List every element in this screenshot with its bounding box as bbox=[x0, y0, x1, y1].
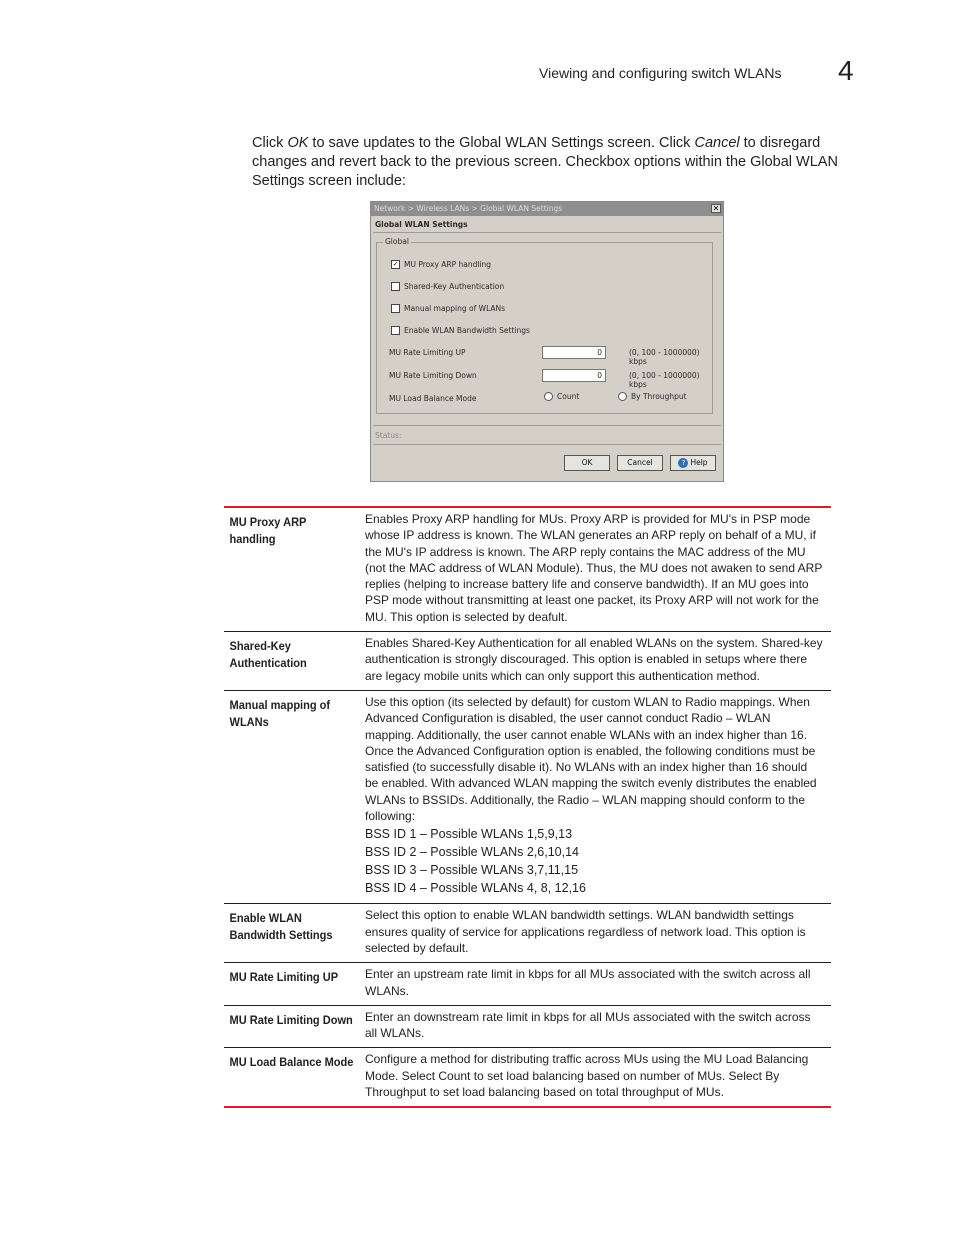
option-term: MU Rate Limiting Down bbox=[229, 1012, 353, 1027]
intro-text-3: to disregard changes and revert back to the previous screen. Checkbox options within the Global WLAN Settings screen include: bbox=[252, 135, 838, 189]
table-row bbox=[224, 962, 831, 1005]
rate-up-label: MU Rate Limiting UP bbox=[389, 348, 466, 357]
option-term: Manual mapping of WLANs bbox=[229, 697, 331, 729]
radio-throughput-label: By Throughput bbox=[631, 392, 687, 401]
radio-icon[interactable] bbox=[544, 392, 553, 401]
option-description: Enter an downstream rate limit in kbps for all MUs associated with the switch across all WLANs. bbox=[365, 1009, 811, 1041]
option-term: Shared-Key Authentication bbox=[229, 639, 307, 671]
radio-count[interactable] bbox=[544, 392, 579, 401]
rate-up-input[interactable]: 0 bbox=[542, 346, 606, 359]
rate-up-range: (0, 100 - 1000000) kbps bbox=[629, 348, 700, 366]
running-head: Viewing and configuring switch WLANs bbox=[539, 65, 782, 81]
bss-mapping-line: BSS ID 1 – Possible WLANs 1,5,9,13 bbox=[365, 827, 573, 842]
dialog-title-bar bbox=[371, 202, 723, 216]
intro-cancel: Cancel bbox=[694, 135, 740, 151]
option-description-cell bbox=[365, 691, 831, 903]
rate-up-row bbox=[389, 346, 719, 366]
table-row bbox=[224, 508, 831, 631]
bss-mapping-line: BSS ID 2 – Possible WLANs 2,6,10,14 bbox=[365, 845, 579, 860]
help-button-label: Help bbox=[690, 458, 708, 467]
dialog-heading: Global WLAN Settings bbox=[375, 220, 468, 229]
intro-paragraph bbox=[252, 134, 852, 191]
table-row bbox=[224, 1005, 831, 1048]
intro-ok: OK bbox=[287, 135, 309, 151]
radio-icon[interactable] bbox=[618, 392, 627, 401]
rate-down-input[interactable]: 0 bbox=[542, 369, 606, 382]
checkbox-label: Shared-Key Authentication bbox=[404, 282, 505, 291]
dialog-title-path: Network > Wireless LANs > Global WLAN Settings bbox=[374, 204, 563, 213]
rate-down-row bbox=[389, 369, 719, 389]
checkbox-icon[interactable] bbox=[391, 304, 400, 313]
checkbox-label: Enable WLAN Bandwidth Settings bbox=[404, 326, 530, 335]
intro-text-2: to save updates to the Global WLAN Settings screen. Click bbox=[308, 135, 695, 151]
table-row bbox=[224, 690, 831, 903]
chapter-number: 4 bbox=[838, 55, 854, 86]
checkbox-icon[interactable] bbox=[391, 326, 400, 335]
option-term: MU Rate Limiting UP bbox=[229, 970, 339, 985]
option-description: Use this option (its selected by default) for custom WLAN to Radio mappings. When Advanced Configuration is disabled, the user cannot conduct Radio – WLAN mapping. Additionally, the user cannot enable WLANs with an index higher than 16. Once the Advanced Configuration option is enabled, the following conditions must be satisfied (to successfully disable it). No WLANs with an index higher than 16 should be enabled. With advanced WLAN mapping the switch evenly distributes the enabled WLANs to BSSIDs. Additionally, the Radio – WLAN mapping should conform to the following: bbox=[365, 694, 817, 824]
bss-mapping-line: BSS ID 3 – Possible WLANs 3,7,11,15 bbox=[365, 863, 579, 878]
global-wlan-settings-dialog bbox=[370, 201, 724, 482]
radio-throughput[interactable] bbox=[618, 392, 687, 401]
checkbox-mu-proxy-arp[interactable] bbox=[391, 260, 491, 269]
table-row bbox=[224, 631, 831, 690]
group-label: Global bbox=[385, 237, 409, 246]
dialog-separator bbox=[373, 232, 721, 233]
checkbox-manual-mapping[interactable] bbox=[391, 304, 505, 313]
intro-text-1: Click bbox=[252, 135, 288, 151]
ok-button[interactable]: OK bbox=[564, 455, 610, 471]
help-button[interactable] bbox=[670, 455, 716, 471]
rate-down-label: MU Rate Limiting Down bbox=[389, 371, 477, 380]
options-table bbox=[224, 506, 831, 1108]
option-description: Enables Proxy ARP handling for MUs. Proxy ARP is provided for MU's in PSP mode whose IP address is known. The WLAN generates an ARP reply on behalf of a MU, if the MU's IP address is known. The ARP reply contains the MAC address of the MU (not the MAC address of WLAN Module). Thus, the MU does not awaken to send ARP replies (helping to increase battery life and conserve bandwidth). If an MU goes into PSP mode without transmitting at least one packet, its Proxy ARP will not work for the MU. This option is selected by deafult. bbox=[365, 512, 823, 624]
help-icon: ? bbox=[678, 458, 688, 468]
checkbox-checked-icon[interactable]: ✓ bbox=[392, 260, 399, 268]
checkbox-shared-key[interactable] bbox=[391, 282, 504, 291]
radio-count-label: Count bbox=[557, 392, 580, 401]
checkbox-label: MU Proxy ARP handling bbox=[404, 260, 492, 269]
load-balance-row bbox=[389, 392, 719, 406]
bss-mapping-line: BSS ID 4 – Possible WLANs 4, 8, 12,16 bbox=[365, 881, 586, 896]
table-row bbox=[224, 1047, 831, 1106]
checkbox-icon[interactable] bbox=[391, 282, 400, 291]
option-description: Select this option to enable WLAN bandwidth settings. WLAN bandwidth settings ensures quality of service for applications regardless of network load. This option is selected by default. bbox=[365, 908, 806, 955]
load-balance-label: MU Load Balance Mode bbox=[389, 394, 477, 403]
option-term: Enable WLAN Bandwidth Settings bbox=[229, 911, 333, 943]
option-term: MU Proxy ARP handling bbox=[229, 515, 307, 546]
table-row bbox=[224, 903, 831, 962]
option-description: Enables Shared-Key Authentication for all enabled WLANs on the system. Shared-key authentication is strongly discouraged. This option is enabled in setups where there are legacy mobile units which can only support this authentication method. bbox=[365, 636, 823, 683]
checkbox-label: Manual mapping of WLANs bbox=[404, 304, 506, 313]
option-description: Enter an upstream rate limit in kbps for all MUs associated with the switch across all WLANs. bbox=[365, 967, 811, 998]
rate-down-range: (0, 100 - 1000000) kbps bbox=[629, 371, 700, 389]
close-icon[interactable]: ✕ bbox=[712, 204, 720, 213]
option-description: Configure a method for distributing traffic across MUs using the MU Load Balancing Mode. Select Count to set load balancing based on number of MUs. Select By Throughput to set load balancing based on total throughput of MUs. bbox=[365, 1052, 809, 1100]
option-term: MU Load Balance Mode bbox=[229, 1055, 354, 1070]
checkbox-bandwidth-settings[interactable] bbox=[391, 326, 530, 335]
cancel-button[interactable]: Cancel bbox=[617, 455, 663, 471]
status-bar: Status: bbox=[373, 425, 721, 445]
